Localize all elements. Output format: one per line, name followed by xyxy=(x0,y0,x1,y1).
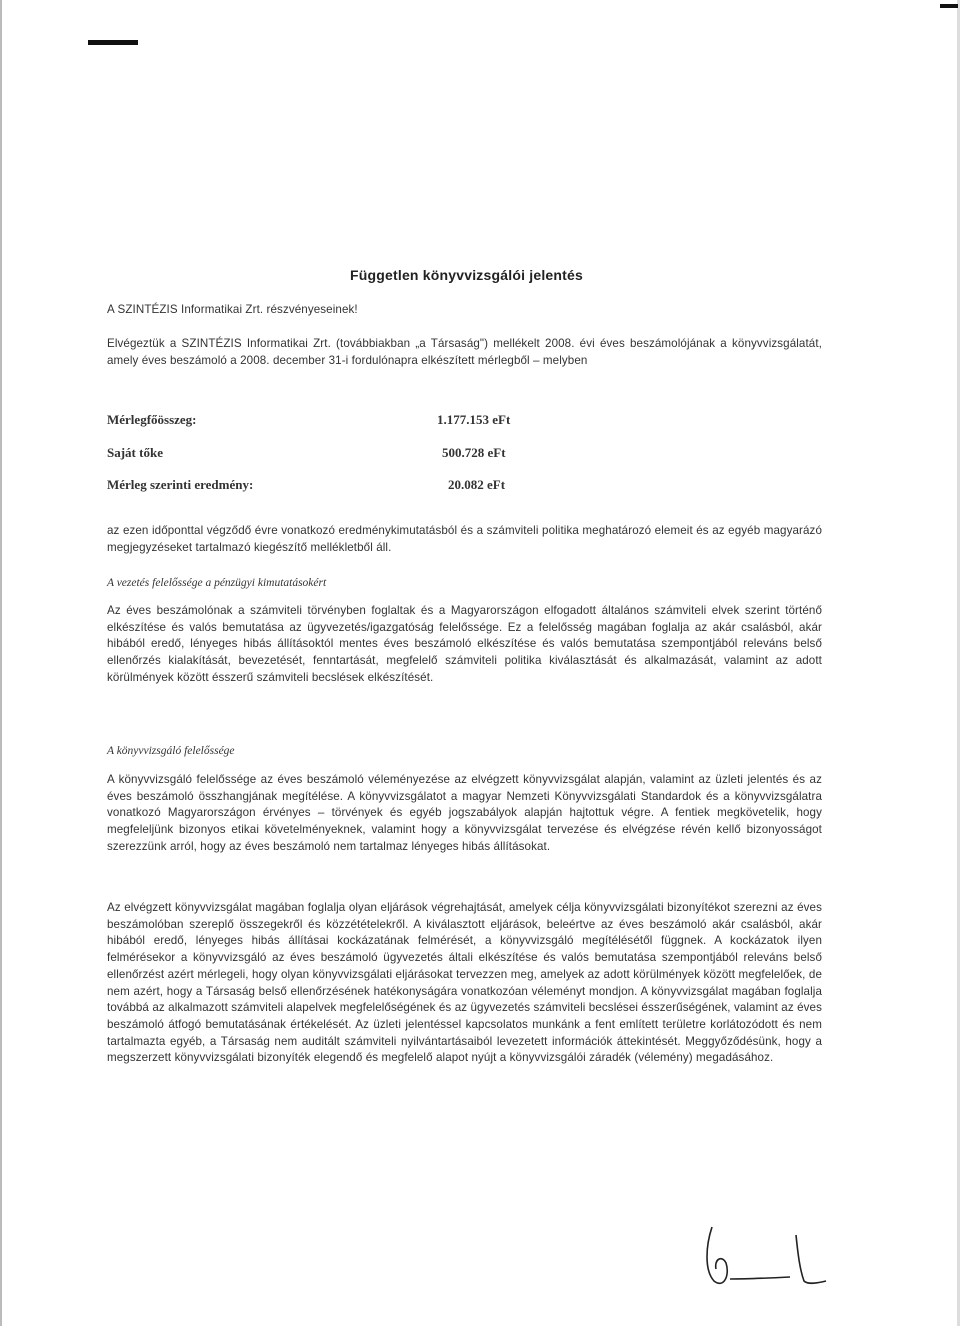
scan-top-mark xyxy=(88,40,138,45)
figure-label-profit: Mérleg szerinti eredmény: xyxy=(107,477,254,492)
after-figures-paragraph: az ezen időponttal végződő évre vonatkozó eredménykimutatásból és a számviteli politika meghatározó elemeit és az egyéb magyarázó megjegyzéseket tartalmazó kiegészítő mellékletből áll. xyxy=(107,524,822,554)
figure-value-total: 1.177.153 eFt xyxy=(437,412,511,427)
auditor-responsibility-paragraph-1: A könyvvizsgáló felelőssége az éves beszámoló véleményezése az elvégzett könyvvizsgálat alapján, valamint az üzleti jelentés és az éves beszámoló összhangjának megítélése. A könyvvizsgálatot a magyar Nemzeti Könyvvizsgálati Standardok és a könyvvizsgálatra vonatkozó Magyarországon érvényes – törvények és egyéb jogszabályok alapján hajtottuk végre. A fentiek megkövetelik, hogy megfeleljünk bizonyos etikai követelményeknek, valamint hogy a könyvvizsgálat tervezése és elvégzése révén kellő bizonyosságot szerezzünk arról, hogy az éves beszámoló nem tartalmaz lényeges hibás állításokat. xyxy=(107,773,822,853)
management-responsibility-paragraph: Az éves beszámolónak a számviteli törvényben foglaltak és a Magyarországon elfogadott általános számviteli elvek szerint történő elkészítése és valós bemutatása az ügyvezetés/igazgatóság felelőssége. Ez a felelősség magában foglalja az akár csalásból, akár hibából eredő, lényeges hibás állításoktól mentes éves beszámoló elkészítése és valós bemutatása szempontjából releváns belső ellenőrzés kialakítását, bevezetését, fenntartását, megfelelő számviteli politika kiválasztását és alkalmazását, valamint az adott körülmények között ésszerű számviteli becslések elkészítését. xyxy=(107,604,822,684)
report-title: Független könyvvizsgálói jelentés xyxy=(350,267,583,283)
figure-value-profit: 20.082 eFt xyxy=(448,477,506,492)
section-heading-management: A vezetés felelőssége a pénzügyi kimutatásokért xyxy=(107,577,327,589)
salutation: A SZINTÉZIS Informatikai Zrt. részvényeseinek! xyxy=(107,303,358,316)
handwritten-signature xyxy=(700,1215,830,1295)
scan-left-edge xyxy=(0,0,2,1326)
figure-label-total: Mérlegfőösszeg: xyxy=(107,412,197,427)
intro-paragraph: Elvégeztük a SZINTÉZIS Informatikai Zrt. (továbbiakban „a Társaság") mellékelt 2008. évi éves beszámolójának a könyvvizsgálatát, amely éves beszámoló a 2008. december 31-i fordulónapra elkészített mérlegből – melyben xyxy=(107,337,822,367)
scan-corner-mark xyxy=(940,4,958,8)
figure-value-equity: 500.728 eFt xyxy=(442,445,506,460)
section-heading-auditor: A könyvvizsgáló felelőssége xyxy=(107,745,235,757)
auditor-responsibility-paragraph-2: Az elvégzett könyvvizsgálat magában foglalja olyan eljárások végrehajtását, amelyek célja könyvvizsgálati bizonyítékot szerezni az éves beszámolóban szereplő összegekről és közzétételekről. A kiválasztott eljárások, beleértve az éves beszámoló akár csalásból, akár hibából eredő, lényeges hibás állításai kockázatának felmérését, a könyvvizsgáló megítélésétől függnek. A kockázatok ilyen felmérésekor a könyvvizsgáló az éves beszámoló ügyvezetés általi elkészítése és valós bemutatása szempontjából releváns belső ellenőrzést azért mérlegeli, hogy olyan könyvvizsgálati eljárásokat tervezzen meg, amelyek az adott körülmények között megfelelőek, de nem azért, hogy a Társaság belső ellenőrzésének hatékonyságára vonatkozóan véleményt mondjon. A könyvvizsgálat magában foglalja továbbá az alkalmazott számviteli alapelvek megfelelőségének és az ügyvezetés számviteli becslései ésszerűségének, valamint az éves beszámoló átfogó bemutatásának értékelését. Az üzleti jelentéssel kapcsolatos munkánk a fent említett területre korlátozódott és nem tartalmazta egyéb, a Társaság nem auditált számviteli nyilvántartásaiból levezetett információk áttekintését. Meggyőződésünk, hogy a megszerzett könyvvizsgálati bizonyíték elegendő és megfelelő alapot nyújt a könyvvizsgálói záradék (vélemény) megadásához. xyxy=(107,901,822,1065)
figure-label-equity: Saját tőke xyxy=(107,445,163,460)
